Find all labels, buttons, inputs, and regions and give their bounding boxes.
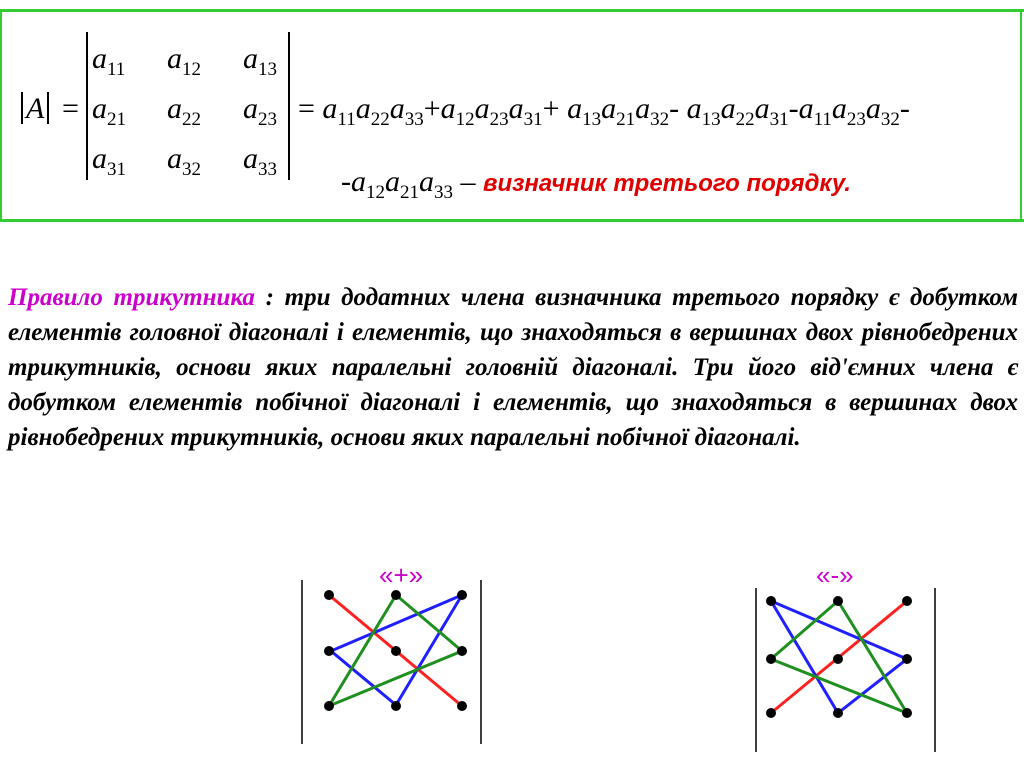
minus-dot-33 (902, 708, 912, 718)
line1-term-3: - $a_{13}a_{22}a_{31}$ (669, 92, 789, 130)
plus-dot-13 (457, 590, 467, 600)
line1-term-2: + $a_{13}a_{21}a_{32}$ (542, 92, 670, 130)
minus-label: «-» (816, 560, 854, 590)
expansion-line-2 (341, 165, 851, 204)
determinant-formula (0, 10, 1024, 220)
plus-dot-12 (391, 590, 401, 600)
plus-dot-32 (391, 701, 401, 711)
matrix-cell-33: $a_{33}$ (243, 142, 277, 180)
rule-name: Правило трикутника (8, 284, 255, 311)
matrix-cell-12: $a_{12}$ (167, 42, 201, 80)
matrix-cell-11: $a_{11}$ (92, 42, 126, 80)
line1-term-4: $-a_{11}a_{23}a_{32}$ (788, 92, 900, 130)
line1-term-1: $+a_{12}a_{23}a_{31}$ (423, 92, 543, 130)
plus-dot-21 (324, 646, 334, 656)
plus-diagram (292, 572, 492, 752)
matrix-cell-21: $a_{21}$ (92, 92, 126, 130)
plus-dot-11 (324, 590, 334, 600)
formula-title-end: . (844, 170, 851, 197)
plus-dot-23 (457, 646, 467, 656)
minus-diagram (746, 580, 946, 760)
matrix-cell-13: $a_{13}$ (243, 42, 277, 80)
minus-dot-32 (833, 708, 843, 718)
minus-dot-23 (902, 654, 912, 664)
det-right-bar (288, 32, 290, 180)
line2-term-0: $-a_{12}a_{21}a_{33}$ (341, 165, 453, 203)
minus-dot-31 (766, 708, 776, 718)
plus-label: «+» (379, 560, 424, 590)
plus-dot-22 (391, 646, 401, 656)
triangle-rule-paragraph (8, 280, 1018, 455)
minus-dot-21 (766, 654, 776, 664)
matrix-cell-32: $a_{32}$ (167, 142, 201, 180)
minus-dot-12 (833, 596, 843, 606)
minus-dot-22 (833, 654, 843, 664)
expansion-line-1 (298, 92, 910, 131)
matrix-cell-31: $a_{31}$ (92, 142, 126, 180)
dash: – (453, 165, 483, 198)
minus-dot-13 (902, 596, 912, 606)
determinant-symbol (18, 92, 52, 126)
matrix-name: A (26, 92, 45, 125)
plus-dot-31 (324, 701, 334, 711)
equals-sign: = (62, 92, 79, 125)
matrix-cell-23: $a_{23}$ (243, 92, 277, 130)
formula-title: визначник третього порядку (483, 170, 845, 197)
line1-term-0: = $a_{11}a_{22}a_{33}$ (298, 92, 424, 130)
rule-body: : три додатних члена визначника третього порядку є добутком елементів головної діагоналі і елементів, що знаходяться в вершинах двох рівнобедрених трикутників, основи яких паралельні головній діагоналі. Три його від'ємних члена є добутком елементів побічної діагоналі і елементів, що знаходяться в вершинах двох рівнобедрених трикутників, основи яких паралельні побічної діагоналі. (8, 284, 1018, 451)
line1-trailing-minus: - (899, 92, 910, 125)
minus-dot-11 (766, 596, 776, 606)
det-left-bar (86, 32, 88, 180)
plus-dot-33 (457, 701, 467, 711)
matrix-cell-22: $a_{22}$ (167, 92, 201, 130)
